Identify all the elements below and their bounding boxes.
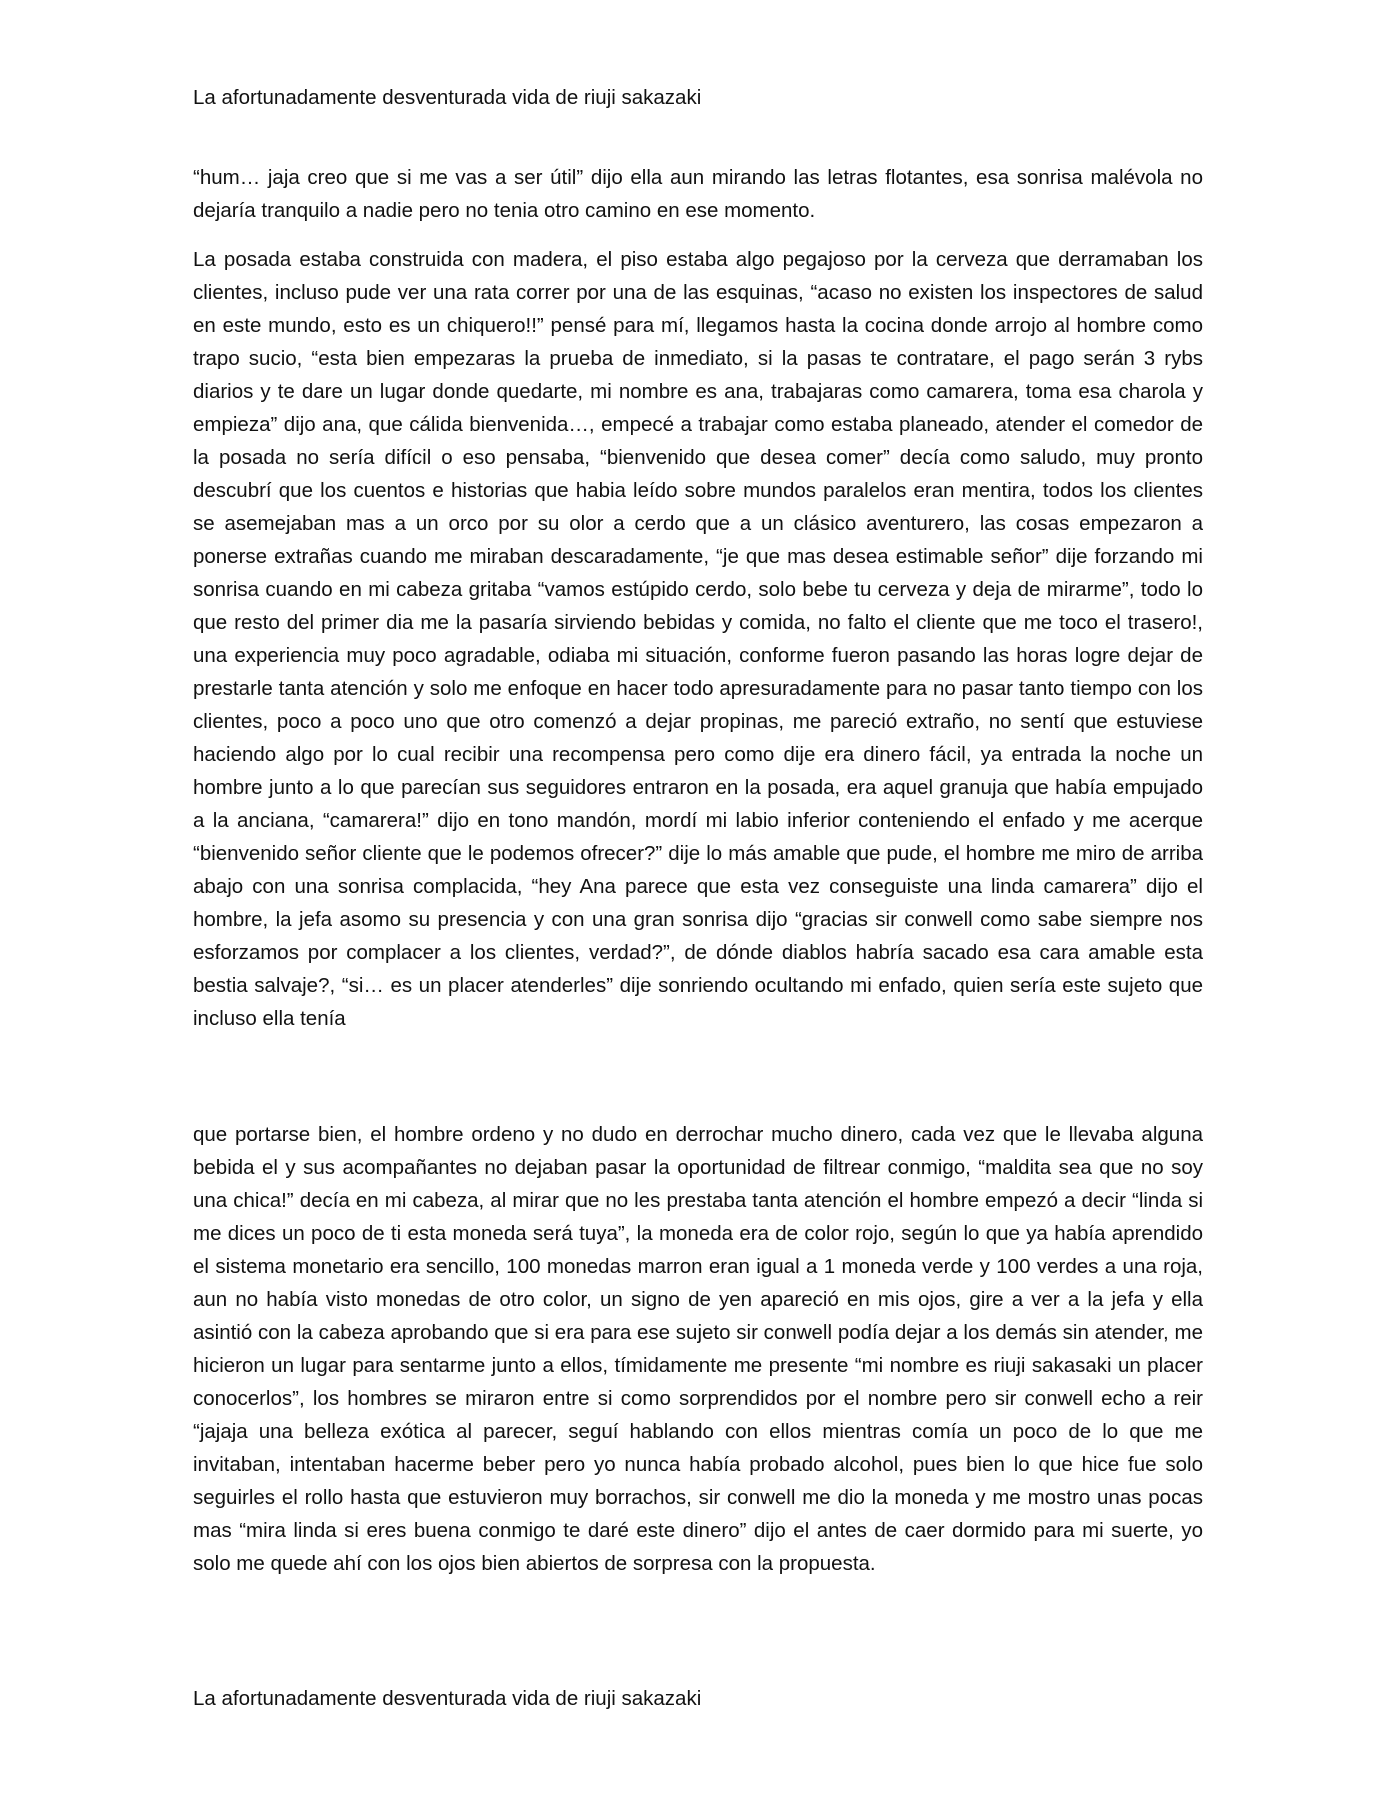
paragraph-1: “hum… jaja creo que si me vas a ser útil” dijo ella aun mirando las letras flotantes, esa sonrisa malévola no dejaría tranquilo a nadie pero no tenia otro camino en ese momento. bbox=[193, 166, 1203, 222]
paragraph-2: La posada estaba construida con madera, el piso estaba algo pegajoso por la cerveza que derramaban los clientes, incluso pude ver una rata correr por una de las esquinas, “acaso no existen los inspectores de salud en este mundo, esto es un chiquero!!” pensé para mí, llegamos hasta la cocina donde arrojo al hombre como trapo sucio, “esta bien empezaras la prueba de inmediato, si la pasas te contratare, el pago serán 3 rybs diarios y te dare un lugar donde quedarte, mi nombre es ana, trabajaras como camarera, toma esa charola y empieza” dijo ana, que cálida bienvenida…, empecé a trabajar como estaba planeado, atender el comedor de la posada no sería difícil o eso pensaba, “bienvenido que desea comer” decía como saludo, muy pronto descubrí que los cuentos e historias que habia leído sobre mundos paralelos eran mentira, todos los clientes se asemejaban mas a un orco por su olor a cerdo que a un clásico aventurero, las cosas empezaron a ponerse extrañas cuando me miraban descaradamente, “je que mas desea estimable señor” dije forzando mi sonrisa cuando en mi cabeza gritaba “vamos estúpido cerdo, solo bebe tu cerveza y deja de mirarme”, todo lo que resto del primer dia me la pasaría sirviendo bebidas y comida, no falto el cliente que me toco el trasero!, una experiencia muy poco agradable, odiaba mi situación, conforme fueron pasando las horas logre dejar de prestarle tanta atención y solo me enfoque en hacer todo apresuradamente para no pasar tanto tiempo con los clientes, poco a poco uno que otro comenzó a dejar propinas, me pareció extraño, no sentí que estuviese haciendo algo por lo cual recibir una recompensa pero como dije era dinero fácil, ya entrada la noche un hombre junto a lo que parecían sus seguidores entraron en la posada, era aquel granuja que había empujado a la anciana, “camarera!” dijo en tono mandón, mordí mi labio inferior conteniendo el enfado y me acerque “bienvenido señor cliente que le podemos ofrecer?” dije lo más amable que pude, el hombre me miro de arriba abajo con una sonrisa complacida, “hey Ana parece que esta vez conseguiste una linda camarera” dijo el hombre, la jefa asomo su presencia y con una gran sonrisa dijo “gracias sir conwell como sabe siempre nos esforzamos por complacer a los clientes, verdad?”, de dónde diablos habría sacado esa cara amable esta bestia salvaje?, “si… es un placer atenderles” dije sonriendo ocultando mi enfado, quien sería este sujeto que incluso ella tenía bbox=[193, 248, 1203, 1030]
page-footer: La afortunadamente desventurada vida de riuji sakazaki bbox=[193, 1687, 702, 1710]
paragraph-3: que portarse bien, el hombre ordeno y no dudo en derrochar mucho dinero, cada vez que le llevaba alguna bebida el y sus acompañantes no dejaban pasar la oportunidad de filtrear conmigo, “maldita sea que no soy una chica!” decía en mi cabeza, al mirar que no les prestaba tanta atención el hombre empezó a decir “linda si me dices un poco de ti esta moneda será tuya”, la moneda era de color rojo, según lo que ya había aprendido el sistema monetario era sencillo, 100 monedas marron eran igual a 1 moneda verde y 100 verdes a una roja, aun no había visto monedas de otro color, un signo de yen apareció en mis ojos, gire a ver a la jefa y ella asintió con la cabeza aprobando que si era para ese sujeto sir conwell podía dejar a los demás sin atender, me hicieron un lugar para sentarme junto a ellos, tímidamente me presente “mi nombre es riuji sakasaki un placer conocerlos”, los hombres se miraron entre si como sorprendidos por el nombre pero sir conwell echo a reir “jajaja una belleza exótica al parecer, seguí hablando con ellos mientras comía un poco de lo que me invitaban, intentaban hacerme beber pero yo nunca había probado alcohol, pues bien lo que hice fue solo seguirles el rollo hasta que estuvieron muy borrachos, sir conwell me dio la moneda y me mostro unas pocas mas “mira linda si eres buena conmigo te daré este dinero” dijo el antes de caer dormido para mi suerte, yo solo me quede ahí con los ojos bien abiertos de sorpresa con la propuesta. bbox=[193, 1123, 1203, 1575]
page-header: La afortunadamente desventurada vida de riuji sakazaki bbox=[193, 86, 702, 109]
